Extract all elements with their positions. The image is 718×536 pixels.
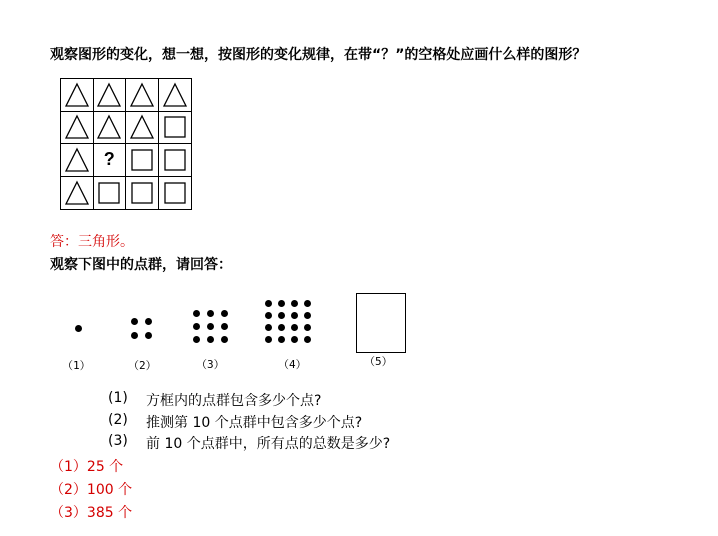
- dot: [265, 312, 272, 319]
- dot: [291, 300, 298, 307]
- shape-grid: [60, 78, 192, 210]
- dot: [278, 300, 285, 307]
- grid-cell: [94, 177, 127, 210]
- dot: [304, 300, 311, 307]
- figure-label-4: （4）: [278, 358, 307, 371]
- dot: [221, 323, 228, 330]
- triangle-shape: [96, 114, 122, 140]
- problem1-answer: 答：三角形。: [50, 234, 134, 250]
- triangle-shape: [96, 82, 122, 108]
- triangle-shape: [129, 82, 155, 108]
- square-shape: [96, 180, 122, 206]
- grid-cell: [61, 112, 94, 145]
- grid-cell: [61, 79, 94, 112]
- dot: [193, 310, 200, 317]
- grid-cell: [159, 177, 192, 210]
- grid-cell: [61, 177, 94, 210]
- dot: [207, 336, 214, 343]
- square-shape: [129, 180, 155, 206]
- grid-cell: [126, 144, 159, 177]
- subquestion-2-number: (2): [108, 412, 128, 428]
- dot: [278, 312, 285, 319]
- grid-cell: [126, 79, 159, 112]
- answer-2: （2）100 个: [50, 482, 133, 498]
- dot: [265, 324, 272, 331]
- triangle-shape: [129, 114, 155, 140]
- subquestion-2-text: 推测第 10 个点群中包含多少个点?: [146, 415, 363, 431]
- figure-label-3: （3）: [196, 358, 225, 371]
- answer-3: （3）385 个: [50, 505, 133, 521]
- figure-label-1: （1）: [62, 359, 91, 372]
- grid-cell: [126, 112, 159, 145]
- grid-cell: [126, 177, 159, 210]
- dot: [193, 336, 200, 343]
- dot: [278, 336, 285, 343]
- square-shape: [162, 114, 188, 140]
- subquestion-1-number: (1): [108, 390, 128, 406]
- triangle-shape: [64, 82, 90, 108]
- dot: [278, 324, 285, 331]
- dot: [75, 325, 82, 332]
- grid-cell: [94, 79, 127, 112]
- subquestion-3-number: (3): [108, 433, 128, 449]
- dot: [193, 323, 200, 330]
- dot: [291, 324, 298, 331]
- dot: [221, 310, 228, 317]
- dot: [131, 318, 138, 325]
- subquestion-3-text: 前 10 个点群中，所有点的总数是多少?: [146, 436, 391, 452]
- dot: [291, 312, 298, 319]
- dot: [265, 300, 272, 307]
- dot: [304, 336, 311, 343]
- dot: [131, 332, 138, 339]
- question-mark: ?: [103, 149, 115, 170]
- dot: [265, 336, 272, 343]
- grid-cell: [94, 112, 127, 145]
- triangle-shape: [64, 180, 90, 206]
- triangle-shape: [64, 114, 90, 140]
- answer-1: （1）25 个: [50, 459, 124, 475]
- dot: [207, 323, 214, 330]
- dot: [207, 310, 214, 317]
- figure-label-5: （5）: [364, 355, 393, 368]
- grid-cell: [159, 144, 192, 177]
- dot: [145, 318, 152, 325]
- figure-label-2: （2）: [128, 359, 157, 372]
- grid-cell: [94, 144, 127, 177]
- grid-cell: [159, 79, 192, 112]
- subquestion-1-text: 方框内的点群包含多少个点?: [146, 393, 322, 409]
- empty-frame-5: [356, 293, 406, 353]
- dot: [304, 312, 311, 319]
- dot: [291, 336, 298, 343]
- dot: [221, 336, 228, 343]
- grid-cell: [159, 112, 192, 145]
- dot: [304, 324, 311, 331]
- dot: [145, 332, 152, 339]
- square-shape: [129, 147, 155, 173]
- square-shape: [162, 147, 188, 173]
- square-shape: [162, 180, 188, 206]
- problem1-question: 观察图形的变化，想一想，按图形的变化规律，在带“？”的空格处应画什么样的图形？: [50, 47, 587, 63]
- triangle-shape: [64, 147, 90, 173]
- triangle-shape: [162, 82, 188, 108]
- grid-cell: [61, 144, 94, 177]
- problem2-question: 观察下图中的点群，请回答：: [50, 257, 232, 273]
